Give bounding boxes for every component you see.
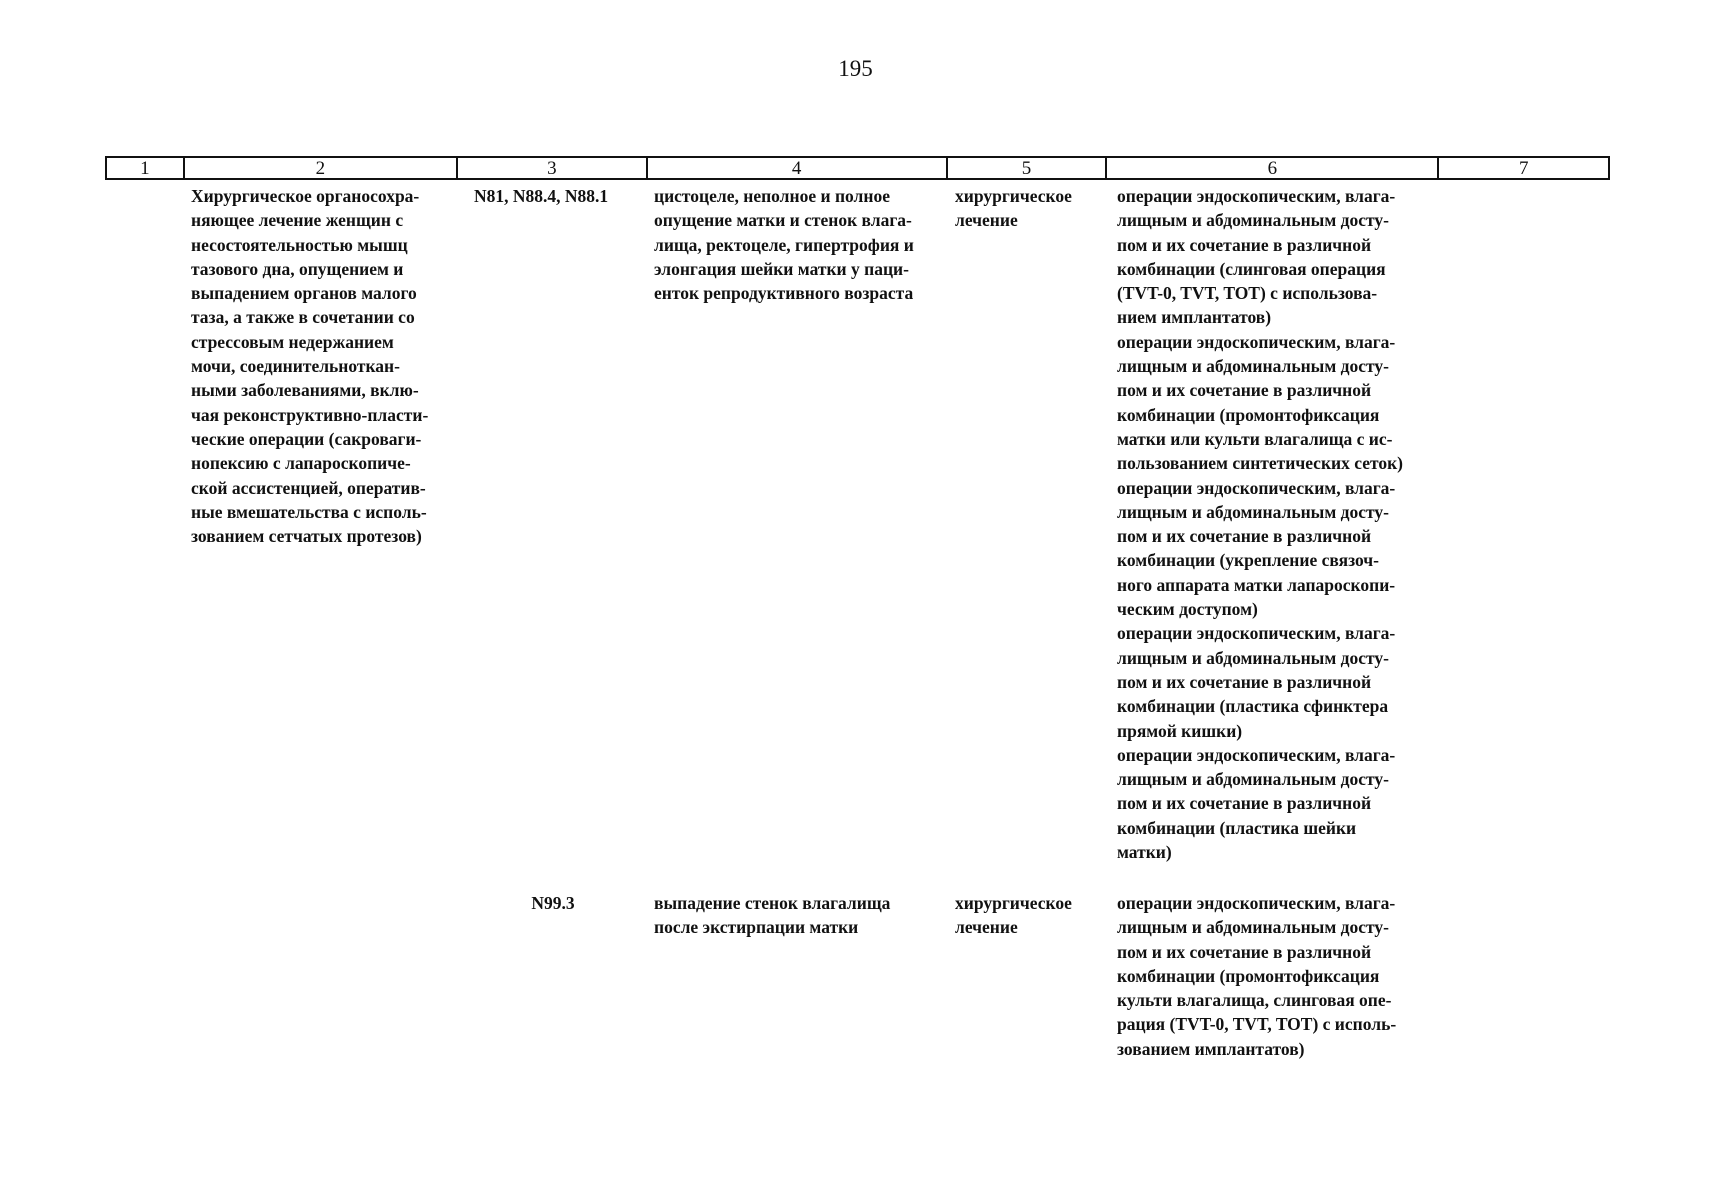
row1-col4-diagnosis: цистоцеле, неполное и полное опущение матки и стенок влага- лища, ректоцеле, гипертрофия и элонгация шейки матки у паци- енток репродуктивного возраста	[654, 186, 914, 304]
row2-col6-methods: операции эндоскопическим, влага- лищным и абдоминальным досту- пом и их сочетание в различной комбинации (промонтофиксация культи влагалища, слинговая опе- рация (TVT-0, TVT, TOT) с исполь- зованием имплантатов)	[1117, 893, 1397, 1059]
row2-col4-diagnosis: выпадение стенок влагалища после экстирпации матки	[654, 893, 891, 938]
row1-col6-methods: операции эндоскопическим, влага- лищным и абдоминальным досту- пом и их сочетание в различной комбинации (слинговая операция (TVT-0, TVT, TOT) с использова- нием имплантатов) операции эндоскопическим, влага- лищным и абдоминальным досту- пом и их сочетание в различной комбинации (промонтофиксация матки или культи влагалища с ис- пользованием синтетических сеток) операции эндоскопическим, влага- лищным и абдоминальным досту- пом и их сочетание в различной комбинации (укрепление связоч- ного аппарата матки лапароскопи- ческим доступом) операции эндоскопическим, влага- лищным и абдоминальным досту- пом и их сочетание в различной комбинации (пластика сфинктера прямой кишки) операции эндоскопическим, влага- лищным и абдоминальным досту- пом и их сочетание в различной комбинации (пластика шейки матки)	[1117, 186, 1404, 863]
row1-col2-description: Хирургическое органосохра- няющее лечение женщин с несостоятельностью мышц тазового дна, опущением и выпадением органов малого таза, а также в сочетании со стрессовым недержанием мочи, соединительноткан- ными заболеваниями, вклю- чая реконструктивно-пласти- ческие операции (сакроваги- нопексию с лапароскопиче- ской ассистенцией, оператив- ные вмешательства с исполь- зованием сетчатых протезов)	[191, 186, 429, 547]
row2-col5-treatment: хирургическое лечение	[955, 893, 1072, 938]
column-header-1: 1	[107, 158, 185, 178]
row1-col5-treatment: хирургическое лечение	[955, 186, 1072, 231]
column-header-7: 7	[1518, 158, 1529, 179]
row1-col3-codes: N81, N88.4, N88.1	[474, 186, 609, 206]
column-header-6: 6	[1107, 158, 1439, 178]
table-header-row	[105, 156, 1610, 180]
row2-col3-codes: N99.3	[531, 893, 575, 913]
page-number: 195	[838, 56, 873, 81]
column-header-2: 2	[185, 158, 458, 178]
column-header-5: 5	[948, 158, 1108, 178]
column-header-3: 3	[458, 158, 648, 178]
column-header-4: 4	[648, 158, 948, 178]
